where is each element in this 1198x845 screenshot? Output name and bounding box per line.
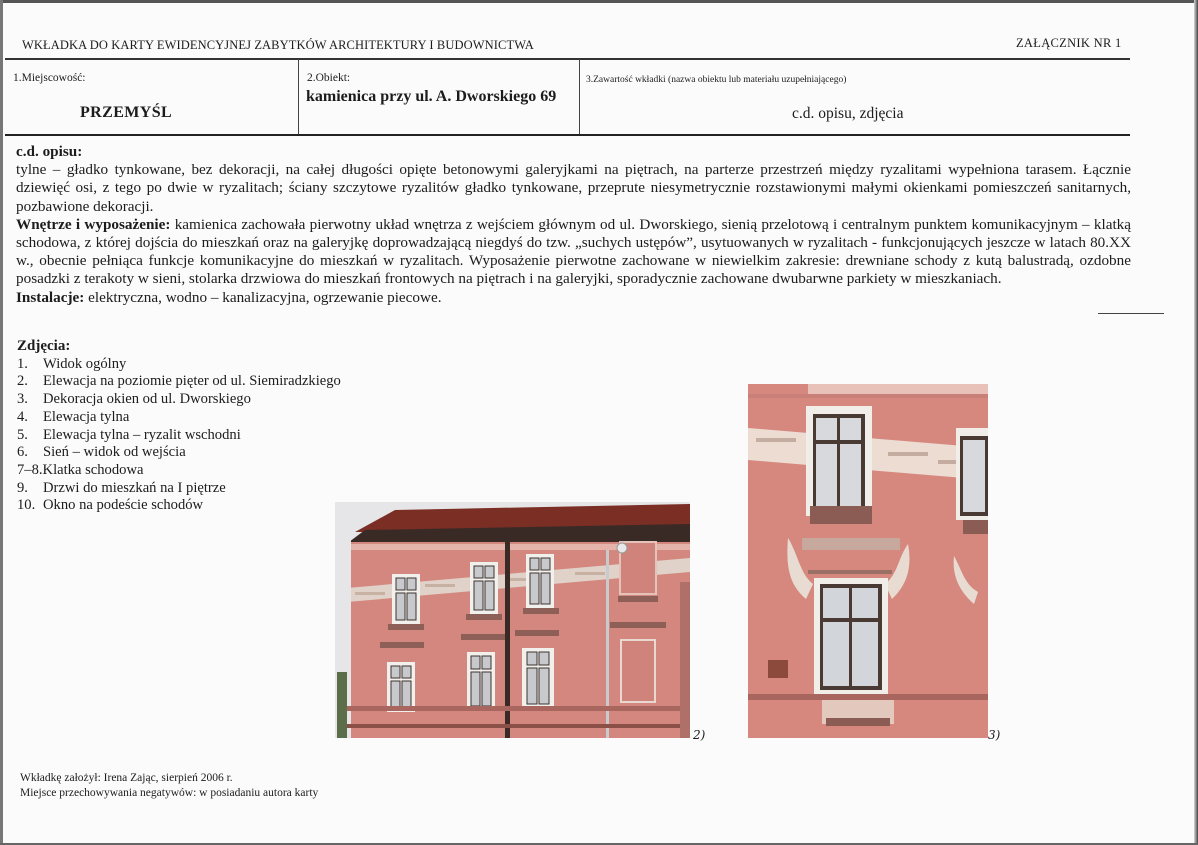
content-cell [580, 59, 1130, 135]
document-title: WKŁADKA DO KARTY EWIDENCYJNEJ ZABYTKÓW ARCHITEKTURY I BUDOWNICTWA [22, 38, 534, 52]
interior-paragraph [16, 216, 1131, 289]
list-item: 6. Sień – widok od wejścia [17, 444, 186, 461]
content-value: c.d. opisu, zdjęcia [792, 105, 904, 122]
author-line: Wkładkę założył: Irena Zając, sierpień 2006 r. [20, 772, 233, 784]
scan-edge [1194, 0, 1198, 845]
list-item: 1. Widok ogólny [17, 355, 127, 372]
object-label: 2.Obiekt: [307, 72, 351, 84]
list-item: 3. Dekoracja okien od ul. Dworskiego [17, 391, 251, 408]
photo-window-decoration [748, 384, 988, 738]
window-detail-illustration [748, 384, 988, 738]
description-section [16, 143, 1131, 307]
list-item: 9. Drzwi do mieszkań na I piętrze [17, 479, 226, 496]
margin-line [1098, 313, 1164, 314]
scan-edge [0, 0, 3, 845]
object-cell [299, 59, 580, 135]
installations-paragraph [16, 289, 1131, 307]
list-item: 4. Elewacja tylna [17, 408, 130, 425]
list-item: 7–8.Klatka schodowa [17, 461, 144, 478]
locality-label: 1.Miejscowość: [13, 72, 86, 84]
photo-list [17, 338, 341, 515]
scan-edge [0, 0, 1198, 3]
locality-cell [5, 59, 299, 135]
description-paragraph: tylne – gładko tynkowane, bez dekoracji, na całej długości opięte betonowymi galeryjkami na piętrach, na parterze przestrzeń między ryzalitami wypełniona tarasem. Łącznie dziewięć osi, z tego po dwie w ryzalitach; ściany szczytowe ryzalitów gładko tynkowane, przeprute niesymetrycznie rozstawionymi małymi okienkami pomieszczeń sanitarnych, pozbawione dekoracji. [16, 161, 1131, 215]
photo-caption: 2) [693, 728, 706, 742]
facade-illustration [335, 502, 690, 738]
locality-value: PRZEMYŚL [80, 104, 173, 121]
photo-list-heading: Zdjęcia: [17, 338, 71, 354]
description-heading: c.d. opisu: [16, 143, 83, 160]
footer [20, 771, 318, 801]
installations-label: Instalacje: [16, 288, 85, 306]
photo-facade-elevation [335, 502, 690, 738]
list-item: 2. Elewacja na poziomie pięter od ul. Siemiradzkiego [17, 373, 341, 390]
photo-caption: 3) [988, 728, 1001, 742]
content-label: 3.Zawartość wkładki (nazwa obiektu lub materiału uzupełniającego) [586, 75, 847, 85]
metadata-divider [5, 134, 1130, 136]
interior-text: kamienica zachowała pierwotny układ wnętrza z wejściem głównym od ul. Dworskiego, sienią przelotową i centralnym punktem komunikacyjnym – klatką schodowa, z której dojścia do mieszkań oraz na galeryjkę doprowadzającą niegdyś do tzw. „suchych ustępów”, usytuowanych w ryzalitach - funkcjonujących jeszcze w latach 80.XX w., obecnie pełniąca funkcje komunikacyjne do mieszkań w ryzalitach. Wyposażenie pierwotne zachowane w niewielkim zakresie: drewniane schody z kutą balustradą, ozdobne posadzki z terakoty w sieni, stolarka drzwiowa do mieszkań frontowych na piętrach i na galeryjki, sporadycznie zachowane dwubarwne parkiety w mieszkaniach. [16, 215, 1131, 288]
list-item: 5. Elewacja tylna – ryzalit wschodni [17, 426, 241, 443]
list-item: 10. Okno na podeście schodów [17, 497, 204, 514]
object-value: kamienica przy ul. A. Dworskiego 69 [306, 88, 557, 105]
interior-label: Wnętrze i wyposażenie: [16, 215, 171, 233]
annex-number: ZAŁĄCZNIK NR 1 [1016, 36, 1122, 50]
installations-text: elektryczna, wodno – kanalizacyjna, ogrzewanie piecowe. [84, 288, 442, 306]
negatives-line: Miejsce przechowywania negatywów: w posiadaniu autora karty [20, 787, 319, 799]
metadata-table [5, 59, 1130, 135]
